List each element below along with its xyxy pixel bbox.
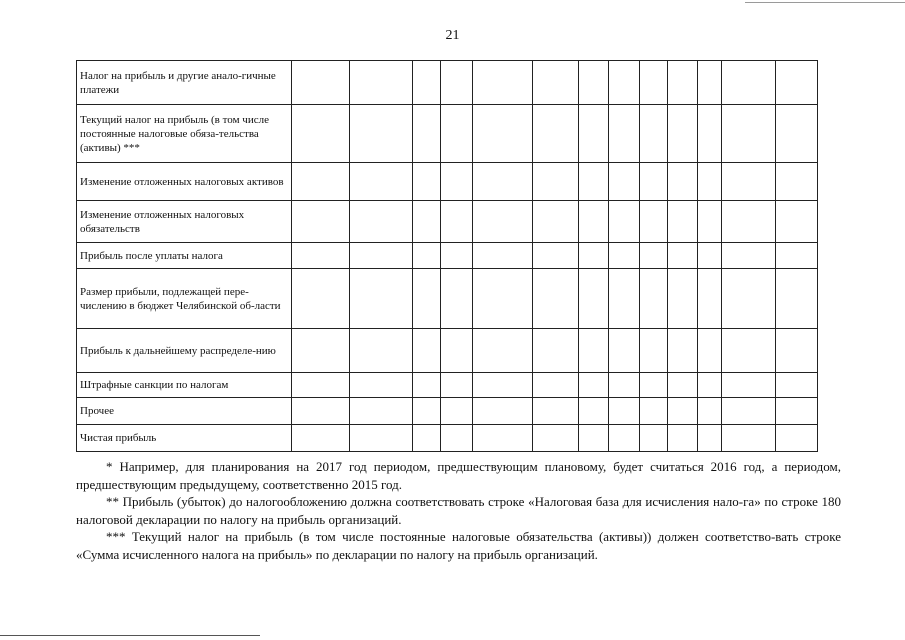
table-cell [609,61,640,105]
table-cell [413,269,441,329]
table-cell [640,425,668,452]
table-cell [722,329,776,373]
table-cell [722,201,776,243]
table-cell [533,61,579,105]
table-cell [776,201,818,243]
table-cell [640,105,668,163]
table-cell [413,201,441,243]
row-label: Налог на прибыль и другие анало-гичные платежи [77,61,292,105]
table-row [77,61,818,105]
table-cell [776,243,818,269]
table-cell [441,373,473,398]
table-cell [698,201,722,243]
table-cell [776,329,818,373]
row-label: Размер прибыли, подлежащей пере-числению в бюджет Челябинской об-ласти [77,269,292,329]
row-label: Прибыль после уплаты налога [77,243,292,269]
table-cell [350,425,413,452]
table-cell [722,269,776,329]
row-label: Прочее [77,398,292,425]
table-cell [413,398,441,425]
table-cell [413,163,441,201]
table-cell [668,201,698,243]
table-cell [776,269,818,329]
table-cell [668,243,698,269]
table-row [77,329,818,373]
table-cell [722,105,776,163]
table-cell [473,398,533,425]
table-row [77,243,818,269]
row-label: Прибыль к дальнейшему распределе-нию [77,329,292,373]
table-cell [350,373,413,398]
footnote-1: * Например, для планирования на 2017 год периодом, предшествующим плановому, будет считаться 2016 год, а периодом, предшествующим предыдущему, соответственно 2015 год. [76,459,841,492]
table-cell [776,105,818,163]
table-cell [722,61,776,105]
table-cell [668,163,698,201]
table-cell [579,61,609,105]
row-label: Чистая прибыль [77,425,292,452]
table-cell [473,269,533,329]
table-cell [350,61,413,105]
table-cell [441,201,473,243]
table-cell [533,201,579,243]
table-cell [609,201,640,243]
table-cell [350,329,413,373]
table-cell [473,105,533,163]
table-cell [776,373,818,398]
table-cell [533,373,579,398]
table-cell [292,373,350,398]
table-cell [350,105,413,163]
table-cell [698,243,722,269]
table-cell [441,329,473,373]
table-cell [292,201,350,243]
table-cell [441,269,473,329]
table-cell [473,373,533,398]
table-cell [609,269,640,329]
table-cell [698,329,722,373]
table-cell [640,163,668,201]
table-cell [473,329,533,373]
table-row [77,201,818,243]
table-cell [640,269,668,329]
table-cell [350,201,413,243]
table-cell [640,61,668,105]
table-cell [473,61,533,105]
table-cell [413,61,441,105]
table-cell [722,425,776,452]
table-cell [533,243,579,269]
table-cell [609,163,640,201]
table-cell [668,373,698,398]
footnote-3: *** Текущий налог на прибыль (в том числе постоянные налоговые обязательства (активы)) должен соответство-вать строке «Сумма исчисленного налога на прибыль» по декларации по налогу на прибыль организаций. [76,529,841,562]
table-cell [473,425,533,452]
table-cell [413,105,441,163]
table-cell [698,398,722,425]
table-cell [609,329,640,373]
table-cell [698,269,722,329]
table-cell [292,61,350,105]
table-cell [698,425,722,452]
table-cell [292,163,350,201]
table-cell [350,243,413,269]
table-cell [668,398,698,425]
table-cell [640,201,668,243]
table-cell [473,201,533,243]
table-row [77,398,818,425]
table-cell [640,329,668,373]
table-cell [579,425,609,452]
table-cell [668,329,698,373]
table-cell [640,398,668,425]
row-label: Текущий налог на прибыль (в том числе постоянные налоговые обяза-тельства (активы) *** [77,105,292,163]
table-cell [441,61,473,105]
table-row [77,425,818,452]
table-cell [441,243,473,269]
table-cell [579,329,609,373]
table-cell [579,269,609,329]
table-cell [668,105,698,163]
footnotes [76,458,841,563]
table-cell [698,163,722,201]
scan-edge-line-top [745,2,905,3]
table-cell [722,398,776,425]
table-cell [609,243,640,269]
table-cell [350,398,413,425]
table-cell [609,425,640,452]
row-label: Изменение отложенных налоговых активов [77,163,292,201]
table-cell [292,425,350,452]
table-cell [292,398,350,425]
table-row [77,105,818,163]
table-cell [776,398,818,425]
table-cell [579,201,609,243]
row-label: Изменение отложенных налоговых обязательств [77,201,292,243]
table-cell [698,373,722,398]
table-cell [579,163,609,201]
table-cell [722,373,776,398]
table-cell [413,243,441,269]
table-cell [579,243,609,269]
table-cell [292,243,350,269]
table-row [77,373,818,398]
table-cell [776,425,818,452]
table-cell [533,425,579,452]
table-cell [640,243,668,269]
table-cell [609,373,640,398]
table-cell [441,105,473,163]
table-cell [473,243,533,269]
table-cell [350,163,413,201]
table-cell [579,105,609,163]
table-cell [350,269,413,329]
table-cell [413,425,441,452]
table-cell [413,373,441,398]
table-cell [533,105,579,163]
page-number: 21 [445,28,460,43]
table-cell [579,373,609,398]
scan-edge-line-bottom [0,635,260,636]
footnote-2: ** Прибыль (убыток) до налогообложению должна соответствовать строке «Налоговая база для исчисления нало-га» по строке 180 налоговой декларации по налогу на прибыль организаций. [76,494,841,527]
table-cell [609,105,640,163]
table-cell [609,398,640,425]
table-row [77,269,818,329]
table-cell [533,398,579,425]
row-label: Штрафные санкции по налогам [77,373,292,398]
table-cell [776,163,818,201]
table-cell [533,163,579,201]
table-cell [533,269,579,329]
table-cell [533,329,579,373]
table-cell [473,163,533,201]
table-cell [668,425,698,452]
table-cell [292,105,350,163]
table-cell [292,329,350,373]
table-cell [441,163,473,201]
table-cell [668,269,698,329]
table-cell [640,373,668,398]
table-cell [722,163,776,201]
table-cell [776,61,818,105]
table-cell [698,105,722,163]
table-cell [579,398,609,425]
financial-report-table [76,60,818,452]
table-row [77,163,818,201]
table-cell [441,398,473,425]
table-cell [698,61,722,105]
table-cell [668,61,698,105]
table-cell [722,243,776,269]
table-cell [292,269,350,329]
table-cell [413,329,441,373]
table-cell [441,425,473,452]
